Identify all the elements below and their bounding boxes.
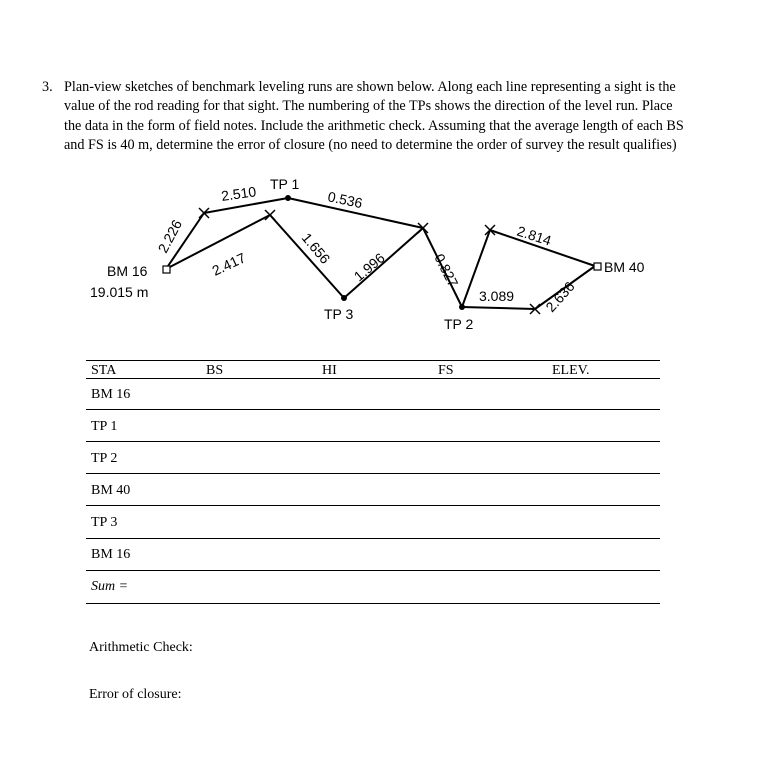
reading-2417: 2.417: [209, 249, 249, 279]
table-header-rule: [86, 378, 660, 379]
problem-number: 3.: [42, 79, 53, 95]
table-row-rule: [86, 570, 660, 571]
table-bottom-rule: [86, 603, 660, 604]
table-row-rule: [86, 505, 660, 506]
reading-1656: 1.656: [298, 229, 334, 267]
table-row-rule: [86, 538, 660, 539]
table-row-rule: [86, 441, 660, 442]
bm40-marker: [594, 263, 601, 270]
table-row-rule: [86, 409, 660, 410]
tp3-marker: [341, 295, 347, 301]
table-top-rule: [86, 360, 660, 361]
bm16-marker: [163, 266, 170, 273]
problem-line-4: and FS is 40 m, determine the error of closure (no need to determine the order of survey the result qualifies): [64, 137, 677, 154]
header-fs: FS: [438, 363, 454, 378]
tp1-marker: [285, 195, 291, 201]
bm40-label: BM 40: [604, 259, 645, 275]
reading-2636: 2.636: [542, 278, 578, 316]
tp2-label: TP 2: [444, 316, 474, 332]
table-row-sta: TP 3: [91, 515, 118, 530]
table-row-sta: BM 16: [91, 387, 131, 402]
tp1-label: TP 1: [270, 176, 300, 192]
table-row-rule: [86, 473, 660, 474]
tp3-label: TP 3: [324, 306, 354, 322]
reading-1996: 1.996: [350, 249, 388, 285]
bm16-label: BM 16: [107, 263, 148, 279]
table-row-sta: BM 16: [91, 547, 131, 562]
problem-line-1: Plan-view sketches of benchmark leveling runs are shown below. Along each line representing a sight is the: [64, 79, 676, 95]
reading-0827: 0.827: [431, 251, 462, 290]
table-sum-label: Sum =: [91, 579, 129, 594]
bm16-elevation: 19.015 m: [90, 284, 149, 300]
problem-line-3: the data in the form of field notes. Include the arithmetic check. Assuming that the average length of each BS: [64, 117, 684, 134]
instrument-mark: [265, 210, 275, 220]
error-of-closure-label: Error of closure:: [89, 687, 182, 702]
reading-0536: 0.536: [326, 188, 364, 212]
reading-2226: 2.226: [154, 216, 186, 256]
table-row-sta: TP 2: [91, 451, 118, 466]
table-row-sta: TP 1: [91, 419, 118, 434]
reading-2510: 2.510: [220, 183, 258, 204]
reading-3089: 3.089: [479, 288, 515, 304]
arithmetic-check-label: Arithmetic Check:: [89, 640, 193, 655]
instrument-mark: [485, 225, 495, 235]
header-elev: ELEV.: [552, 363, 590, 378]
leveling-sketch: [0, 0, 770, 360]
header-bs: BS: [206, 363, 224, 378]
reading-2814: 2.814: [515, 222, 554, 249]
problem-line-2: value of the rod reading for that sight. The numbering of the TPs shows the direction of the level run. Place: [64, 98, 673, 115]
sight-tp2-lower: [462, 307, 535, 309]
header-hi: HI: [322, 363, 337, 378]
table-row-sta: BM 40: [91, 483, 131, 498]
header-sta: STA: [91, 363, 117, 378]
tp2-marker: [459, 304, 465, 310]
